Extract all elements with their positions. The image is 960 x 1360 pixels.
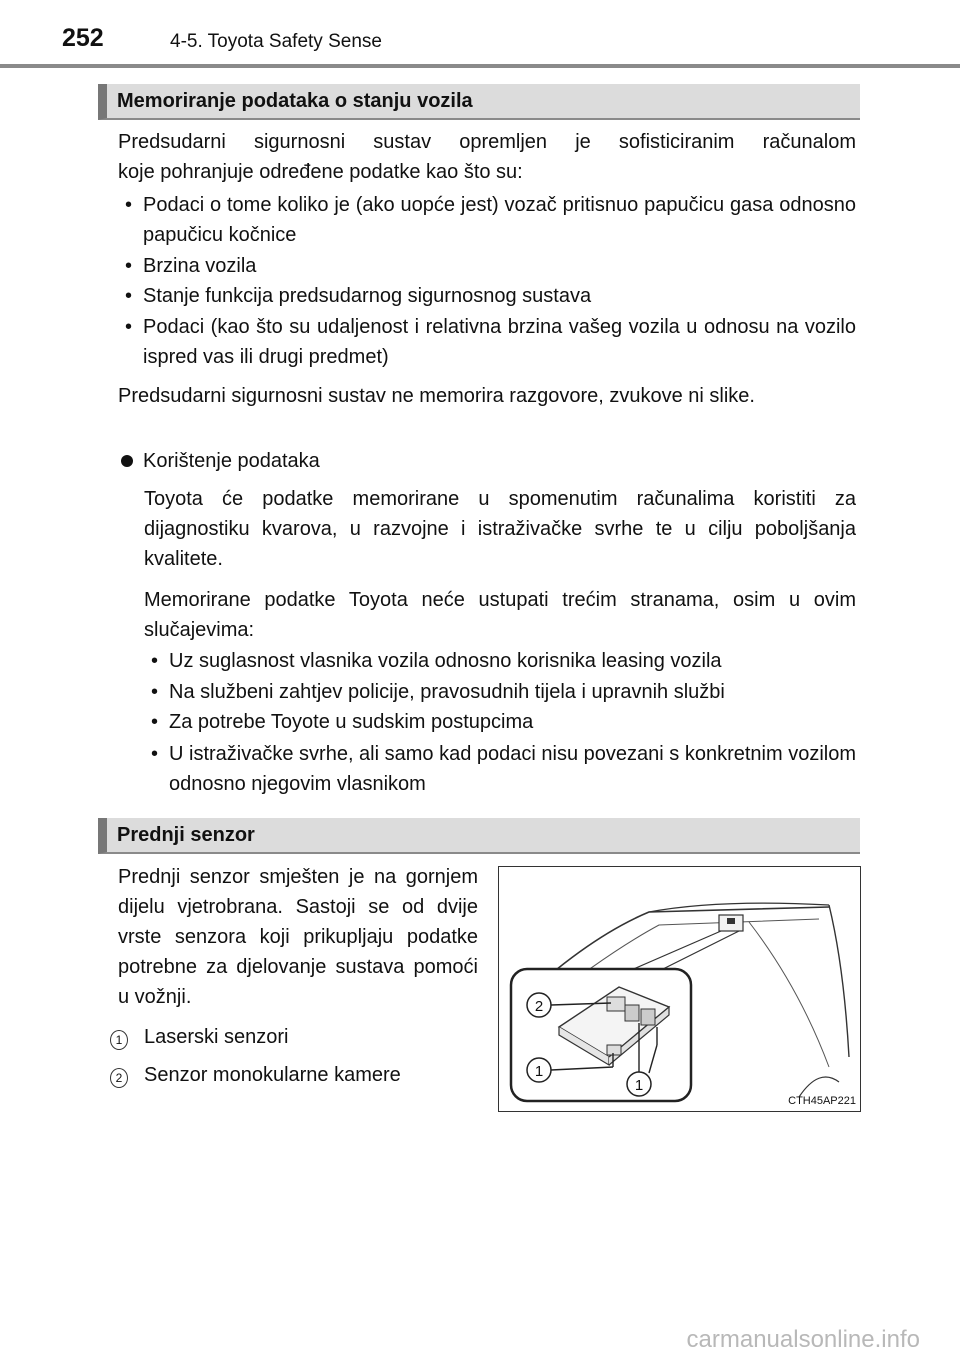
list-item	[151, 677, 856, 707]
bullet-text: Za potrebe Toyote u sudskim postupcima	[169, 711, 534, 733]
list-item	[151, 739, 856, 799]
bullet-dot: •	[151, 650, 159, 672]
bullet-text: Uz suglasnost vlasnika vozila odnosno korisnika leasing vozila	[169, 650, 722, 672]
list-item-laser-sensors	[115, 1022, 484, 1052]
bullet-dot: •	[151, 743, 159, 765]
bullet-text: Podaci (kao što su udaljenost i relativna brzina vašeg vozila u odnosu na vozilo ispred vas ili drugi predmet)	[143, 316, 856, 368]
bullet-text: Stanje funkcija predsudarnog sigurnosnog sustava	[143, 285, 592, 307]
bullet-dot: •	[125, 194, 133, 216]
bullet-dot: •	[151, 711, 159, 733]
usage-heading-text: Korištenje podataka	[143, 450, 320, 472]
callout-label: 2	[534, 998, 544, 1015]
bullet-text: U istraživačke svrhe, ali samo kad podaci nisu povezani s konkretnim vozilom odnosno njegovim vlasnikom	[169, 743, 856, 795]
bullet-text: Podaci o tome koliko je (ako uopće jest) vozač pritisnuo papučicu gasa odnosno papučicu kočnice	[143, 194, 856, 246]
page-number: 252	[62, 24, 104, 52]
windshield-sensor-drawing	[499, 867, 859, 1110]
bullet-dot: •	[125, 316, 133, 338]
figure-code: CTH45AP221	[788, 1095, 856, 1107]
item-label: Senzor monokularne kamere	[144, 1064, 401, 1086]
intro-line-2: koje pohranjuje određene podatke kao što su:	[118, 161, 523, 183]
list-item	[125, 281, 856, 311]
list-item	[125, 190, 856, 250]
usage-paragraph-2: Memorirane podatke Toyota neće ustupati trećim stranama, osim u ovim slučajevima:	[144, 589, 856, 641]
list-item-mono-camera	[115, 1060, 484, 1090]
storage-note: Predsudarni sigurnosni sustav ne memorira razgovore, zvukove ni slike.	[118, 385, 755, 407]
chapter-title: 4-5. Toyota Safety Sense	[170, 31, 382, 52]
list-item	[125, 312, 856, 372]
bullet-dot: •	[125, 255, 133, 277]
bullet-text: Brzina vozila	[143, 255, 257, 277]
intro-line-1: Predsudarni sigurnosni sustav opremljen je sofisticiranim računalom	[118, 131, 856, 153]
list-item	[151, 646, 856, 676]
list-item	[151, 707, 856, 737]
sensor-description: Prednji senzor smješten je na gornjem dijelu vjetrobrana. Sastoji se od dvije vrste senzora koji prikupljaju podatke potrebne za djelovanje sustava pomoći u vožnji.	[118, 866, 478, 1008]
section-heading-front-sensor: Prednji senzor	[98, 818, 860, 854]
sensor-illustration	[498, 866, 861, 1112]
circle-bullet-icon	[121, 455, 133, 467]
callout-label: 1	[634, 1077, 644, 1094]
list-item	[125, 251, 856, 281]
callout-label: 1	[534, 1063, 544, 1080]
header-rule	[0, 64, 960, 68]
item-label: Laserski senzori	[144, 1026, 289, 1048]
bullet-text: Na službeni zahtjev policije, pravosudnih tijela i upravnih službi	[169, 681, 725, 703]
section-heading-data-recording: Memoriranje podataka o stanju vozila	[98, 84, 860, 120]
usage-heading	[143, 446, 856, 476]
bullet-dot: •	[125, 285, 133, 307]
bullet-dot: •	[151, 681, 159, 703]
watermark: carmanualsonline.info	[686, 1326, 920, 1353]
usage-paragraph-1: Toyota će podatke memorirane u spomenutim računalima koristiti za dijagnostiku kvarova, u razvojne i istraživačke svrhe te u cilju poboljšanja kvalitete.	[144, 488, 856, 570]
callout-number: 2	[110, 1068, 128, 1088]
callout-number: 1	[110, 1030, 128, 1050]
